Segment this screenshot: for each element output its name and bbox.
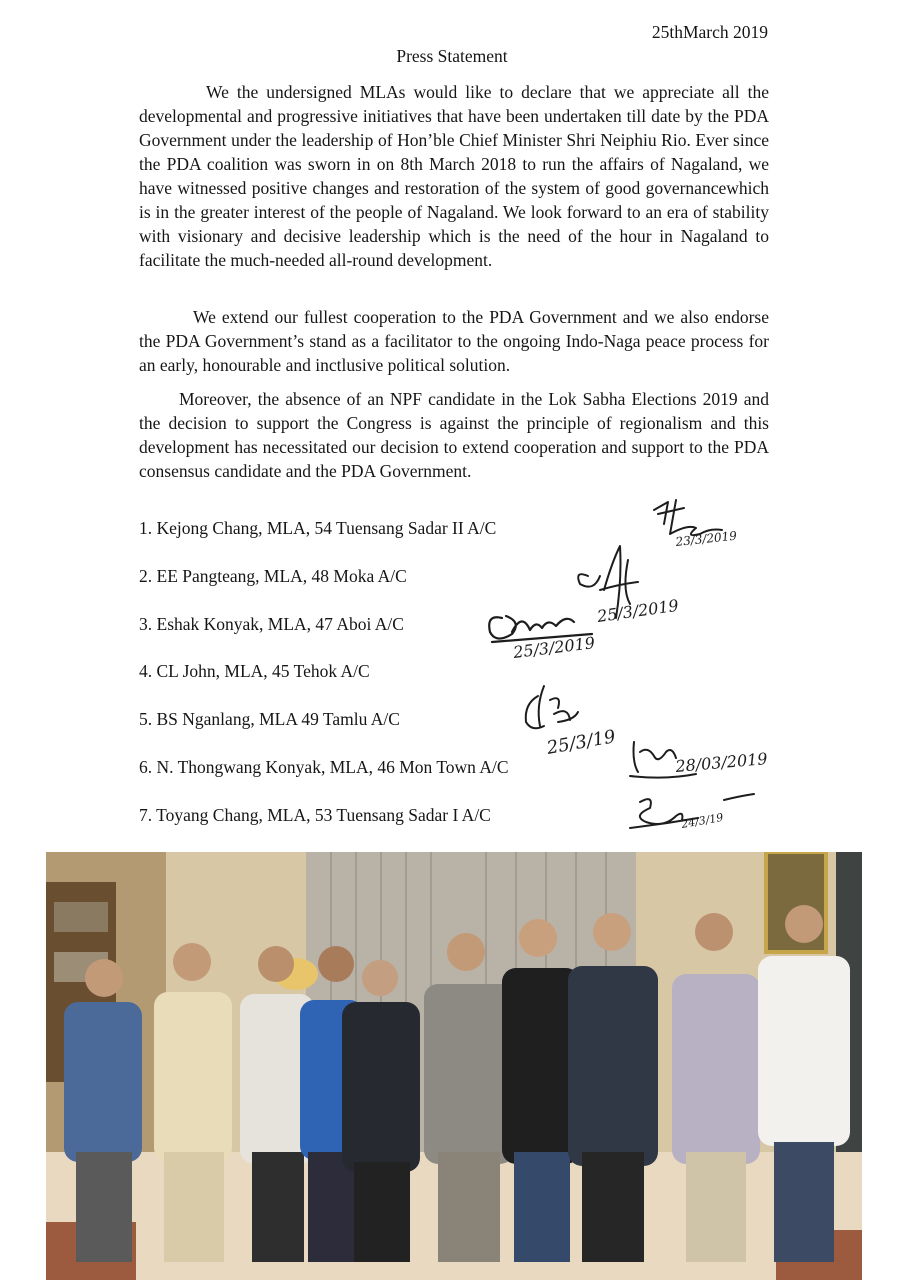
signatory-item: 1. Kejong Chang, MLA, 54 Tuensang Sadar II A/C bbox=[139, 518, 497, 538]
document-title: Press Statement bbox=[396, 46, 508, 66]
signatory-item: 3. Eshak Konyak, MLA, 47 Aboi A/C bbox=[139, 613, 404, 634]
signature-3-date: 25/3/2019 bbox=[512, 633, 596, 662]
signatory-item: 6. N. Thongwang Konyak, MLA, 46 Mon Town A/C bbox=[139, 756, 509, 777]
signatory-list bbox=[139, 516, 509, 851]
paragraph-1: We the undersigned MLAs would like to declare that we appreciate all the developmental and progressive initiatives that have been undertaken till date by the PDA Government under the leadership of Hon’ble Chief Minister Shri Neiphiu Rio. Ever since the PDA coalition was sworn in on 8th March 2018 to run the affairs of Nagaland, we have witnessed positive changes and restoration of the system of good governancewhich is in the greater interest of the people of Nagaland. We look forward to an era of stability with visionary and decisive leadership which is the need of the hour in Nagaland to facilitate the much-needed all-round development. bbox=[139, 82, 769, 270]
signature-5-date: 28/03/2019 bbox=[674, 749, 769, 776]
signature-6-date: 24/3/19 bbox=[680, 810, 725, 831]
signatory-item: 2. EE Pangteang, MLA, 48 Moka A/C bbox=[139, 565, 407, 586]
signature-3 bbox=[482, 592, 632, 664]
signatory-item: 5. BS Nganlang, MLA 49 Tamlu A/C bbox=[139, 709, 400, 730]
group-photo bbox=[46, 852, 862, 1280]
signatory-item: 4. CL John, MLA, 45 Tehok A/C bbox=[139, 661, 370, 682]
paragraph-3: Moreover, the absence of an NPF candidate in the Lok Sabha Elections 2019 and the decision to support the Congress is against the principle of regionalism and this development has necessitated our decision to extend cooperation and support to the PDA consensus candidate and the PDA Government. bbox=[139, 389, 769, 481]
signatory-item: 7. Toyang Chang, MLA, 53 Tuensang Sadar I A/C bbox=[139, 804, 491, 825]
signature-5 bbox=[626, 734, 769, 790]
signature-4-date: 25/3/19 bbox=[545, 726, 618, 759]
signature-6 bbox=[624, 788, 764, 838]
paragraph-2: We extend our fullest cooperation to the PDA Government and we also endorse the PDA Government’s stand as a facilitator to the ongoing Indo-Naga peace process for an early, honourable and inctlusive political solution. bbox=[139, 307, 769, 375]
signature-1-date: 23/3/2019 bbox=[674, 528, 738, 549]
signature-2-date: 25/3/2019 bbox=[595, 595, 680, 626]
statement-date: 25thMarch 2019 bbox=[651, 22, 768, 42]
